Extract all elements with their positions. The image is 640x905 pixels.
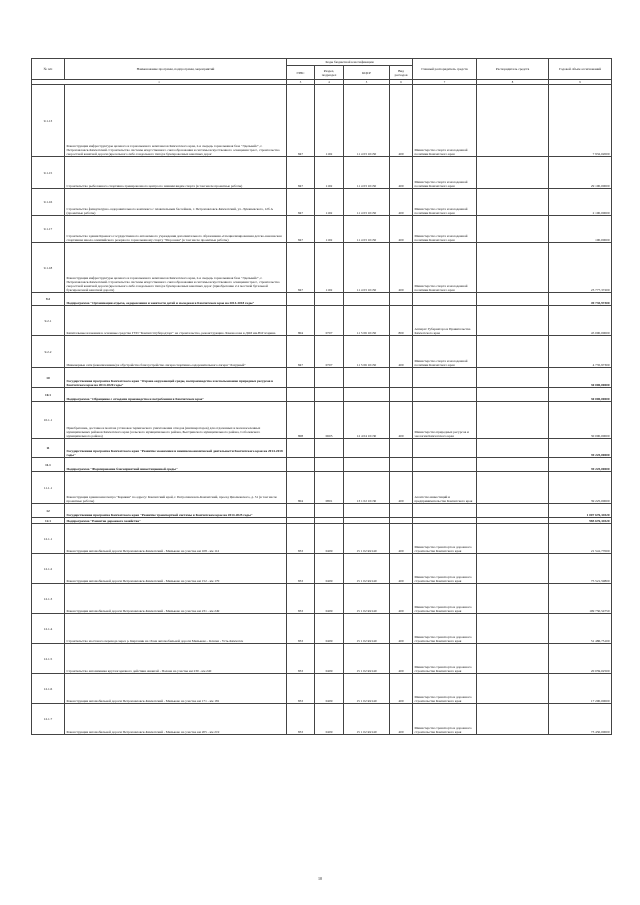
row-glavny: Министерство спорта и молодежной политики Камчатского края — [413, 189, 477, 216]
row-vr: 400 — [390, 674, 413, 704]
row-raspor — [477, 368, 549, 388]
header-name: Наименование программ, подпрограмм, мероприятий — [65, 59, 287, 80]
row-grbs: 808 — [287, 402, 315, 439]
row-number: 12.1.2 — [32, 554, 65, 584]
row-name: Государственная программа Камчатского края "Развитие транспортной системы в Камчатском крае на 2014-2025 годы" — [65, 504, 287, 518]
table-row — [32, 336, 612, 368]
header-glavny: Главный распорядитель средств — [413, 59, 477, 80]
row-raspor — [477, 243, 549, 293]
row-vr — [390, 458, 413, 472]
row-name: Государственная программа Камчатского края "Охрана окружающей среды, воспроизводство и использование природных ресурсов в Камчатском крае на 2014-2020 годы" — [65, 368, 287, 388]
table-row — [32, 402, 612, 439]
row-kcsr — [344, 439, 390, 458]
row-number: 12.1 — [32, 518, 65, 524]
row-number: 12.1.4 — [32, 614, 65, 644]
row-vr: 400 — [390, 157, 413, 189]
table-row — [32, 243, 612, 293]
row-kcsr: 15 1 02 R2140 — [344, 524, 390, 554]
row-number: 11 — [32, 439, 65, 458]
table-row — [32, 524, 612, 554]
row-razdel: 1102 — [315, 243, 344, 293]
budget-table — [31, 58, 612, 735]
row-kcsr — [344, 504, 390, 518]
header-razdel: Раздел, подраздел — [315, 66, 344, 80]
row-kcsr: 11 4 03 10130 — [344, 157, 390, 189]
index-cell: 4 — [315, 80, 344, 85]
row-razdel: 1102 — [315, 157, 344, 189]
row-kcsr: 11 4 03 10130 — [344, 189, 390, 216]
row-kcsr: 11 4 03 10130 — [344, 243, 390, 293]
row-vr: 400 — [390, 189, 413, 216]
row-vr: 400 — [390, 402, 413, 439]
row-name: Капитальные вложения в основные средства ГУП "Камчатсптубпродторг" на строительство, реконструкцию Ломоносова в ДОЛ им.Ю.Гагарина — [65, 306, 287, 336]
table-row — [32, 157, 612, 189]
row-number: 11.1 — [32, 458, 65, 472]
row-grbs — [287, 368, 315, 388]
row-razdel: 0707 — [315, 306, 344, 336]
row-vr — [390, 504, 413, 518]
row-raspor — [477, 336, 549, 368]
row-raspor — [477, 402, 549, 439]
row-grbs: 847 — [287, 85, 315, 157]
row-razdel: 0605 — [315, 402, 344, 439]
row-kcsr: 15 1 02 R2140 — [344, 704, 390, 735]
table-row — [32, 439, 612, 458]
row-glavny: Министерство транспорта и дорожного строительства Камчатского края — [413, 674, 477, 704]
row-kcsr: 15 1 02 R2140 — [344, 614, 390, 644]
table-row — [32, 293, 612, 306]
row-grbs: 833 — [287, 674, 315, 704]
row-grbs: 847 — [287, 336, 315, 368]
row-sum: 75 521,59800 — [549, 554, 612, 584]
row-name: Реконструкция инфраструктуры целевого и горнолыжного комплексов Камчатского края, 2-я очередь горнолыжная база "Эдельвейс", г. Петропавловск-Камчатский. Строительство системы искусственного снегообразования и системы искусственного освещения трасс, строительство скоростной канатной дороги (кресельного либо гондольного типа) и буксировочных канатных дорог — [65, 85, 287, 157]
row-kcsr: 12 4 04 10130 — [344, 402, 390, 439]
row-name: Строительство физкультурно-оздоровительного комплекса с плавательным бассейном, г. Петропавловск-Камчатский, ул. Лукашевского, 12б А (проектные работы) — [65, 189, 287, 216]
header-obiem: Годовой объем ассигнований — [549, 59, 612, 80]
table-row — [32, 584, 612, 614]
row-glavny: Министерство транспорта и дорожного строительства Камчатского края — [413, 584, 477, 614]
row-kcsr — [344, 368, 390, 388]
row-glavny: Агентство инвестиций и предпринимательства Камчатского края — [413, 472, 477, 504]
row-grbs — [287, 504, 315, 518]
row-sum: 45 000,00000 — [549, 306, 612, 336]
row-razdel: 0707 — [315, 336, 344, 368]
row-grbs: 847 — [287, 189, 315, 216]
row-number: 10.1.1 — [32, 402, 65, 439]
row-number: 12.1.1 — [32, 524, 65, 554]
row-kcsr: 11 4 03 10130 — [344, 216, 390, 243]
row-raspor — [477, 644, 549, 674]
row-razdel: 1102 — [315, 216, 344, 243]
row-number: 9.2 — [32, 293, 65, 306]
row-razdel — [315, 439, 344, 458]
row-grbs: 804 — [287, 472, 315, 504]
table-row — [32, 704, 612, 735]
row-razdel — [315, 368, 344, 388]
row-grbs: 847 — [287, 157, 315, 189]
row-kcsr: 13 1 02 10130 — [344, 472, 390, 504]
row-raspor — [477, 458, 549, 472]
index-cell: 7 — [413, 80, 477, 85]
row-sum: 30 000,00000 — [549, 402, 612, 439]
row-razdel: 0801 — [315, 472, 344, 504]
row-kcsr: 15 1 02 R2140 — [344, 674, 390, 704]
row-grbs — [287, 293, 315, 306]
row-sum: 109 750,54750 — [549, 584, 612, 614]
row-glavny: Министерство спорта и молодежной политики Камчатского края — [413, 85, 477, 157]
row-grbs: 804 — [287, 306, 315, 336]
row-sum: 30 000,00000 — [549, 388, 612, 402]
row-vr — [390, 368, 413, 388]
row-raspor — [477, 704, 549, 735]
row-sum: 23 777,37200 — [549, 243, 612, 293]
row-glavny — [413, 458, 477, 472]
row-razdel — [315, 388, 344, 402]
index-cell: 9 — [549, 80, 612, 85]
table-row — [32, 458, 612, 472]
index-cell: 1 — [32, 80, 287, 85]
row-raspor — [477, 306, 549, 336]
index-cell: 3 — [287, 80, 315, 85]
row-razdel — [315, 504, 344, 518]
row-name: Реконструкция автомобильной дороги Петропавловск-Камчатский - Мильково на участке км 108 - км 112 — [65, 524, 287, 554]
table-row — [32, 216, 612, 243]
row-glavny: Министерство спорта и молодежной политики Камчатского края — [413, 243, 477, 293]
row-glavny — [413, 439, 477, 458]
row-number: 9.1.18 — [32, 243, 65, 293]
row-razdel — [315, 458, 344, 472]
row-kcsr: 15 1 02 R2140 — [344, 584, 390, 614]
row-sum: 51 486,75100 — [549, 614, 612, 644]
row-glavny: Министерство спорта и молодежной политики Камчатского края — [413, 216, 477, 243]
row-raspor — [477, 614, 549, 644]
row-razdel: 0409 — [315, 584, 344, 614]
row-vr: 400 — [390, 554, 413, 584]
row-number: 9.1.13 — [32, 85, 65, 157]
row-glavny — [413, 388, 477, 402]
row-glavny: Министерство транспорта и дорожного строительства Камчатского края — [413, 524, 477, 554]
header-raspor: Распорядитель средств — [477, 59, 549, 80]
row-kcsr — [344, 293, 390, 306]
table-row — [32, 614, 612, 644]
row-razdel: 0409 — [315, 674, 344, 704]
row-sum: 2 100,00000 — [549, 189, 612, 216]
row-sum: 39 225,00000 — [549, 439, 612, 458]
table-row — [32, 554, 612, 584]
row-grbs: 833 — [287, 614, 315, 644]
row-sum: 7 932,02000 — [549, 85, 612, 157]
row-number: 12.1.6 — [32, 674, 65, 704]
row-glavny — [413, 504, 477, 518]
index-cell: 8 — [477, 80, 549, 85]
row-glavny: Министерство природных ресурсов и экологии Камчатского края — [413, 402, 477, 439]
table-row — [32, 388, 612, 402]
row-name: Подпрограмма "Развитие дорожного хозяйства" — [65, 518, 287, 524]
row-number: 11.1.1 — [32, 472, 65, 504]
table-row — [32, 85, 612, 157]
row-vr — [390, 439, 413, 458]
row-name: Подпрограмма "Организация отдыха, оздоровления и занятости детей и молодежи в Камчатском крае на 2014-2018 годы" — [65, 293, 287, 306]
row-vr: 400 — [390, 336, 413, 368]
row-sum: 985 676,34520 — [549, 518, 612, 524]
row-glavny: Министерство транспорта и дорожного строительства Камчатского края — [413, 614, 477, 644]
page-number: 10 — [318, 876, 322, 881]
header-num: № п/п — [32, 59, 65, 80]
row-grbs: 833 — [287, 524, 315, 554]
row-name: Реконструкция здания кинотеатра "Корякия" по адресу: Камчатский край, г. Петропавловск-Камчатский, проезд Циолковского, д. 31 (в том числе проектные работы) — [65, 472, 287, 504]
table-row — [32, 368, 612, 388]
row-name: Приобретение, доставка и монтаж установок термического уничтожения отходов (инсинераторов) для отдаленных и малонаселенных муниципальных районов Камчатского края (сельского муниципального района, Быстринского муниципального района, Соболевского муниципального района) — [65, 402, 287, 439]
row-number: 9.2.2 — [32, 336, 65, 368]
index-cell: 6 — [390, 80, 413, 85]
row-name: Инженерные сети (канализование) и обустройство благоустройство лагеря спортивно-оздоровительного лагеря "Лазурный" — [65, 336, 287, 368]
row-raspor — [477, 293, 549, 306]
row-name: Реконструкция автомобильной дороги Петропавловск-Камчатский - Мильково на участке км 152 - км 170 — [65, 554, 287, 584]
row-name: Строительство рыболовного спортивно-тренировочного центра по зимним видам спорта (в том числе проектные работы) — [65, 157, 287, 189]
row-raspor — [477, 157, 549, 189]
row-grbs: 847 — [287, 243, 315, 293]
row-number: 9.1.16 — [32, 189, 65, 216]
row-sum: 20 059,02500 — [549, 644, 612, 674]
row-glavny — [413, 293, 477, 306]
row-number: 9.1.17 — [32, 216, 65, 243]
row-vr — [390, 293, 413, 306]
row-sum: 29 100,00000 — [549, 157, 612, 189]
row-vr: 400 — [390, 644, 413, 674]
row-sum: 39 225,00000 — [549, 472, 612, 504]
row-name: Строительство здания Краевого государственного автономного учреждения дополнительного образования «Специализированная детско-юношеская спортивная школа олимпийского резерва по горнолыжному спорту "Морозная" (в том числе проектные работы) — [65, 216, 287, 243]
row-raspor — [477, 674, 549, 704]
row-raspor — [477, 216, 549, 243]
table-body — [32, 85, 612, 735]
row-glavny: Министерство спорта и молодежной политики Камчатского края — [413, 157, 477, 189]
row-vr: 400 — [390, 216, 413, 243]
row-number: 12.1.3 — [32, 584, 65, 614]
row-razdel: 0409 — [315, 704, 344, 735]
row-glavny: Аппарат Губернатора и Правительства Камчатского края — [413, 306, 477, 336]
row-kcsr: 15 1 02 R2140 — [344, 644, 390, 674]
row-razdel: 0409 — [315, 644, 344, 674]
table-row — [32, 306, 612, 336]
row-sum: 39 225,00000 — [549, 458, 612, 472]
row-kcsr: 11 5 06 10130 — [344, 336, 390, 368]
row-kcsr — [344, 388, 390, 402]
table-row — [32, 472, 612, 504]
table-row — [32, 189, 612, 216]
row-raspor — [477, 584, 549, 614]
row-number: 10.1 — [32, 388, 65, 402]
row-grbs — [287, 439, 315, 458]
row-kcsr — [344, 458, 390, 472]
row-vr: 400 — [390, 704, 413, 735]
row-razdel: 1102 — [315, 85, 344, 157]
row-name: Реконструкция автомобильной дороги Петропавловск-Камчатский - Мильково на участке км 171 - км 181 — [65, 674, 287, 704]
row-grbs: 833 — [287, 554, 315, 584]
row-sum: 49 735,97300 — [549, 293, 612, 306]
row-vr — [390, 388, 413, 402]
row-grbs: 833 — [287, 644, 315, 674]
row-name: Подпрограмма "Формирование благоприятной инвестиционной среды" — [65, 458, 287, 472]
row-raspor — [477, 388, 549, 402]
row-vr: 400 — [390, 584, 413, 614]
row-name: Подпрограмма "Обращение с отходами производства и потребления в Камчатском крае" — [65, 388, 287, 402]
row-raspor — [477, 472, 549, 504]
row-number: 9.1.15 — [32, 157, 65, 189]
row-razdel — [315, 293, 344, 306]
row-glavny — [413, 368, 477, 388]
row-grbs: 833 — [287, 584, 315, 614]
row-grbs: 833 — [287, 704, 315, 735]
row-number: 12.1.5 — [32, 644, 65, 674]
row-raspor — [477, 554, 549, 584]
row-name: Реконструкция автомобильной дороги Петропавловск-Камчатский - Мильково на участке км 231 - км 249 — [65, 584, 287, 614]
row-kcsr: 11 4 03 10130 — [344, 85, 390, 157]
header-grbs: ГРБС — [287, 66, 315, 80]
row-raspor — [477, 439, 549, 458]
row-vr: 400 — [390, 524, 413, 554]
header-vr: Вид расходов — [390, 66, 413, 80]
row-razdel: 1102 — [315, 189, 344, 216]
row-number: 9.2.1 — [32, 306, 65, 336]
header-codes: Коды бюджетной классификации — [287, 59, 413, 66]
table-row — [32, 504, 612, 518]
row-number: 10 — [32, 368, 65, 388]
row-sum: 1 007 676,34520 — [549, 504, 612, 518]
row-kcsr: 15 1 02 R2140 — [344, 554, 390, 584]
row-sum: 73 450,00000 — [549, 704, 612, 735]
row-vr: 800 — [390, 306, 413, 336]
row-glavny: Министерство транспорта и дорожного строительства Камчатского края — [413, 554, 477, 584]
row-razdel: 0409 — [315, 614, 344, 644]
table-row — [32, 674, 612, 704]
row-razdel: 0409 — [315, 554, 344, 584]
row-name: Строительство автозимника круглогодичного действия Анавгай - Палана на участке км 230 - км 240 — [65, 644, 287, 674]
table-row — [32, 644, 612, 674]
header-kcsr: КЦСР — [344, 66, 390, 80]
row-glavny: Министерство транспорта и дорожного строительства Камчатского края — [413, 704, 477, 735]
row-raspor — [477, 85, 549, 157]
row-raspor — [477, 504, 549, 518]
row-raspor — [477, 189, 549, 216]
row-number: 12.1.7 — [32, 704, 65, 735]
row-vr: 400 — [390, 85, 413, 157]
row-glavny: Министерство транспорта и дорожного строительства Камчатского края — [413, 644, 477, 674]
row-razdel: 0409 — [315, 524, 344, 554]
row-vr: 400 — [390, 243, 413, 293]
index-cell: 5 — [344, 80, 390, 85]
row-sum: 4 735,97300 — [549, 336, 612, 368]
row-sum: 21 541,77000 — [549, 524, 612, 554]
row-raspor — [477, 524, 549, 554]
row-grbs — [287, 388, 315, 402]
row-vr: 400 — [390, 614, 413, 644]
row-name: Строительство мостового перехода через р. Кирганик на 16 км автомобильной дороги Мильково - Ключи - Усть-Камчатск — [65, 614, 287, 644]
row-vr: 400 — [390, 472, 413, 504]
row-grbs: 847 — [287, 216, 315, 243]
row-number: 12 — [32, 504, 65, 518]
row-name: Реконструкция инфраструктуры целевого и горнолыжного комплексов Камчатского края, 2-я очередь горнолыжная база "Эдельвейс", г. Петропавловск-Камчатский. Строительство системы искусственного снегообразования и системы искусственного освещения трасс, строительство скоростной канатной дороги (кресельного либо гондольного типа) и буксировочных канатных дорог (приобретение 2-х местной бугельной буксировочной канатной дороги) — [65, 243, 287, 293]
row-sum: 30 000,00000 — [549, 368, 612, 388]
row-name: Реконструкция автомобильной дороги Петропавловск-Камчатский - Мильково на участке км 205 - км 219 — [65, 704, 287, 735]
row-glavny: Министерство спорта и молодежной политики Камчатского края — [413, 336, 477, 368]
row-kcsr: 11 5 06 10130 — [344, 306, 390, 336]
row-name: Государственная программа Камчатского края "Развитие экономики и внешнеэкономической деятельности Камчатского края на 2014-2018 годы" — [65, 439, 287, 458]
row-sum: 17 200,00000 — [549, 674, 612, 704]
row-sum: 100,00000 — [549, 216, 612, 243]
row-grbs — [287, 458, 315, 472]
